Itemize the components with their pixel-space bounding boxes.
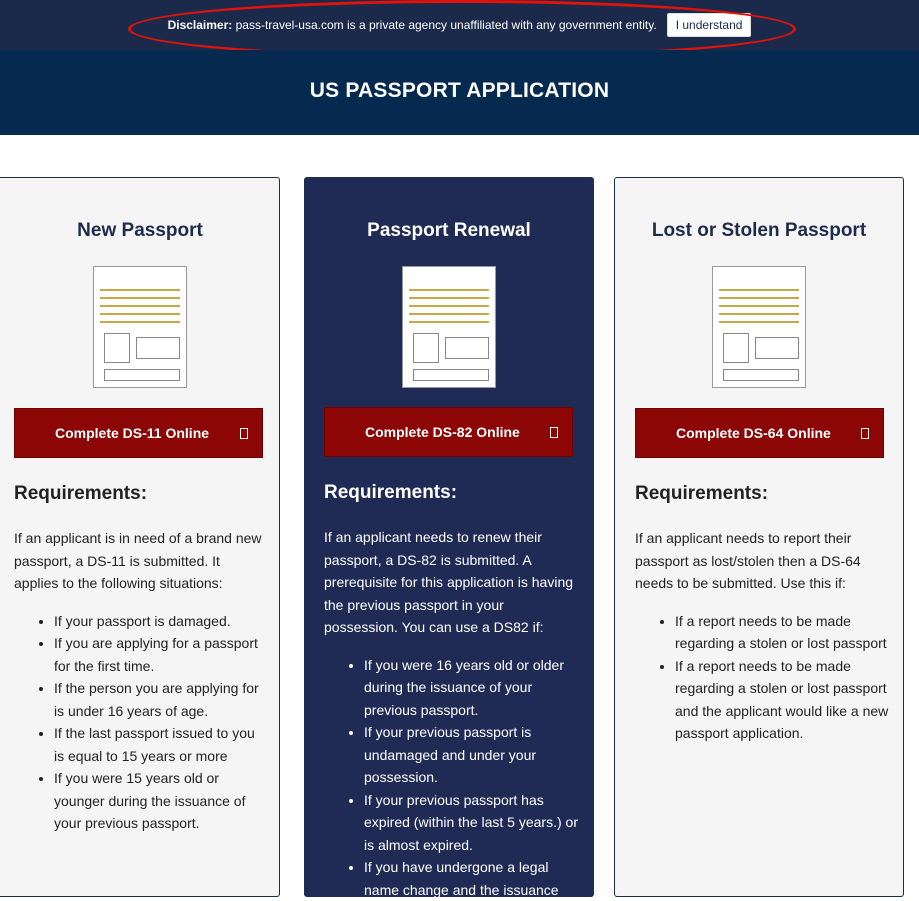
requirements-heading: Requirements: — [635, 483, 903, 505]
ds64-form-thumbnail — [712, 266, 806, 388]
list-item: • If your passport is damaged. — [54, 610, 265, 633]
complete-ds82-button[interactable] — [324, 407, 573, 457]
card-lost-stolen-passport — [614, 177, 904, 897]
page-title: US PASSPORT APPLICATION — [310, 79, 609, 103]
ds11-form-thumbnail — [93, 266, 187, 388]
card-title: Passport Renewal — [305, 220, 593, 244]
requirements-list — [675, 610, 889, 745]
requirements-heading: Requirements: — [324, 482, 593, 504]
i-understand-button[interactable]: I understand — [667, 13, 752, 37]
list-item: • If your previous passport has expired (within the last 5 years.) or is almost expired. — [364, 789, 579, 857]
card-new-passport — [0, 177, 280, 897]
list-item: • If a report needs to be made regarding a stolen or lost passport — [675, 610, 889, 655]
cta-label: Complete DS-64 Online — [676, 425, 831, 441]
cta-label: Complete DS-11 Online — [55, 425, 209, 441]
disclaimer-bar — [0, 0, 919, 50]
requirements-list — [364, 654, 579, 901]
list-item: • If the person you are applying for is under 16 years of age. — [54, 677, 265, 722]
list-item: • If the last passport issued to you is equal to 15 years or more — [54, 722, 265, 767]
complete-ds64-button[interactable] — [635, 408, 884, 458]
card-title: Lost or Stolen Passport — [615, 220, 903, 244]
requirements-heading: Requirements: — [14, 483, 279, 505]
requirements-list — [54, 610, 265, 835]
disclaimer-text — [168, 18, 657, 32]
list-item: • If you were 16 years old or older during the issuance of your previous passport. — [364, 654, 579, 722]
requirements-intro: If an applicant needs to renew their passport, a DS-82 is submitted. A prerequisite for this application is having the previous passport in your possession. You can use a DS82 if: — [324, 526, 579, 639]
requirements-intro: If an applicant is in need of a brand new passport, a DS-11 is submitted. It applies to the following situations: — [14, 527, 265, 595]
ds82-form-thumbnail — [402, 266, 496, 388]
arrow-icon — [240, 428, 248, 439]
page-header — [0, 50, 919, 135]
arrow-icon — [550, 427, 558, 438]
list-item: • If your previous passport is undamaged and under your possession. — [364, 721, 579, 789]
card-passport-renewal — [304, 177, 594, 897]
requirements-intro: If an applicant needs to report their passport as lost/stolen then a DS-64 needs to be submitted. Use this if: — [635, 527, 889, 595]
arrow-icon — [861, 428, 869, 439]
list-item: • If you have undergone a legal name change and the issuance — [364, 856, 579, 901]
cta-label: Complete DS-82 Online — [365, 424, 520, 440]
list-item: • If you are applying for a passport for the first time. — [54, 632, 265, 677]
disclaimer-label: Disclaimer: — [168, 18, 233, 32]
list-item: • If you were 15 years old or younger during the issuance of your previous passport. — [54, 767, 265, 835]
disclaimer-message: pass-travel-usa.com is a private agency unaffiliated with any government entity. — [236, 18, 657, 32]
complete-ds11-button[interactable] — [14, 408, 263, 458]
list-item: • If a report needs to be made regarding a stolen or lost passport and the applicant would like a new passport application. — [675, 655, 889, 745]
card-title: New Passport — [1, 220, 279, 244]
